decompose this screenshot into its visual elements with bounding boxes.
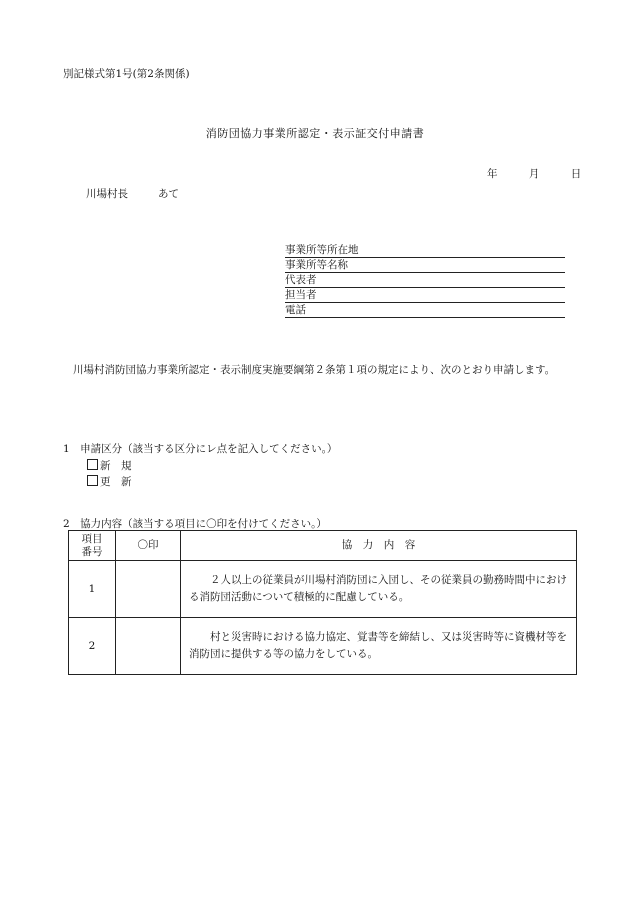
header-content: 協 力 内 容 — [181, 531, 577, 561]
date-year-label: 年 — [487, 168, 498, 180]
option-new-label: 新 規 — [100, 460, 132, 472]
table-row — [69, 561, 577, 618]
header-item-number: 項目 番号 — [69, 531, 116, 561]
row-mark-cell[interactable] — [116, 561, 181, 618]
option-renewal[interactable] — [87, 474, 132, 489]
applicant-info — [285, 243, 565, 318]
intro-paragraph: 川場村消防団協力事業所認定・表示制度実施要綱第２条第１項の規定により、次のとおり申請します。 — [73, 364, 556, 376]
table-header-row — [69, 531, 577, 561]
recipient-honorific: あて — [158, 188, 179, 200]
address-field[interactable]: 事業所等所在地 — [285, 243, 565, 258]
row-content: 村と災害時における協力協定、覚書等を締結し、又は災害時等に資機材等を消防団に提供する等の協力をしている。 — [181, 618, 577, 675]
date-line — [487, 166, 581, 181]
row-number: 1 — [69, 561, 116, 618]
option-renewal-label: 更 新 — [100, 476, 132, 488]
date-month-label: 月 — [528, 168, 540, 180]
option-new[interactable] — [87, 458, 132, 473]
checkbox-new[interactable] — [87, 459, 98, 470]
representative-field[interactable]: 代表者 — [285, 273, 565, 288]
section2-heading: 2 協力内容（該当する項目に〇印を付けてください。） — [63, 518, 327, 530]
section1-heading: 1 申請区分（該当する区分にレ点を記入してください。） — [63, 443, 338, 455]
date-day-label: 日 — [570, 168, 582, 180]
cooperation-table — [68, 530, 577, 675]
table-row — [69, 618, 577, 675]
row-content: ２人以上の従業員が川場村消防団に入団し、その従業員の勤務時間中における消防団活動について積極的に配慮している。 — [181, 561, 577, 618]
recipient — [86, 186, 179, 201]
row-mark-cell[interactable] — [116, 618, 181, 675]
form-number: 別記様式第1号(第2条関係) — [63, 68, 190, 80]
header-mark: 〇印 — [116, 531, 181, 561]
document-title: 消防団協力事業所認定・表示証交付申請書 — [205, 127, 425, 140]
row-number: 2 — [69, 618, 116, 675]
checkbox-renewal[interactable] — [87, 475, 98, 486]
phone-field[interactable]: 電話 — [285, 303, 565, 318]
company-name-field[interactable]: 事業所等名称 — [285, 258, 565, 273]
recipient-name: 川場村長 — [86, 188, 128, 200]
contact-person-field[interactable]: 担当者 — [285, 288, 565, 303]
